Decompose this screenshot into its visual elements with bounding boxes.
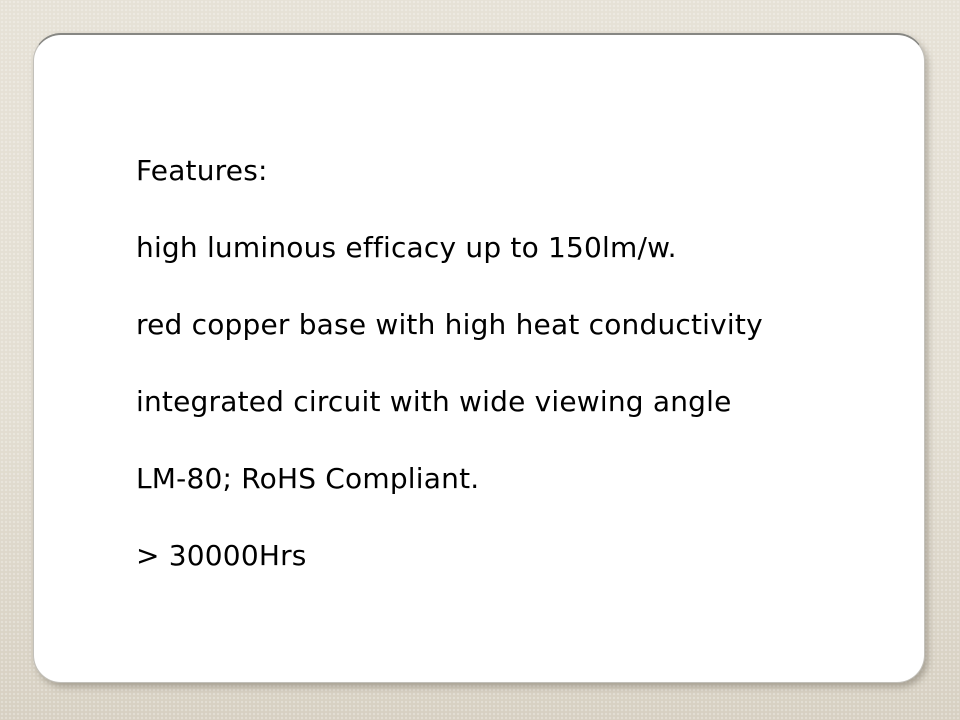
feature-line: LM-80; RoHS Compliant. — [136, 462, 480, 495]
feature-line: integrated circuit with wide viewing angle — [136, 385, 732, 418]
feature-list — [136, 153, 896, 615]
feature-line: high luminous efficacy up to 150lm/w. — [136, 231, 677, 264]
slide-content-card — [33, 33, 925, 683]
slide-heading: Features: — [136, 154, 268, 187]
feature-line: > 30000Hrs — [136, 539, 307, 572]
feature-line: red copper base with high heat conductivity — [136, 308, 763, 341]
